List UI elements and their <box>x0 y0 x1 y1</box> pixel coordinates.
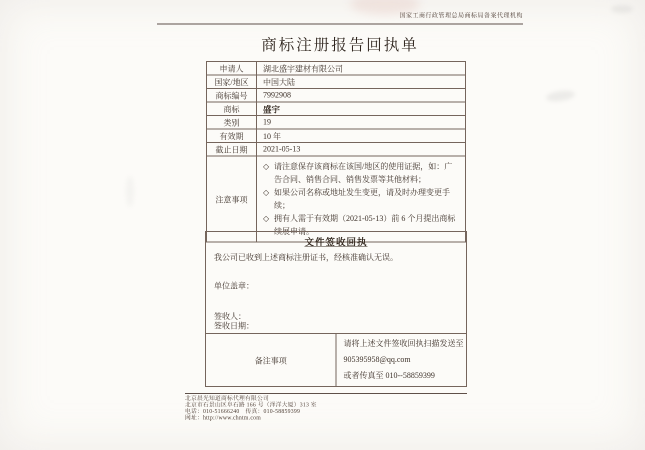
row-label: 商标编号 <box>207 89 257 103</box>
table-row <box>207 143 466 157</box>
row-value: 19 <box>257 116 466 130</box>
notes-label: 注意事项 <box>207 156 257 242</box>
row-label: 申请人 <box>207 62 257 76</box>
remarks-label: 备注事项 <box>206 334 337 387</box>
scan-smudge <box>126 176 134 207</box>
footer-address: 北京市石景山区阜石路 166 号（泽洋大厦）313 室 <box>185 402 317 408</box>
row-label: 商标 <box>207 102 257 116</box>
table-row <box>207 62 466 76</box>
agency-header: 国家工商行政管理总局商标局备案代理机构 <box>399 12 523 19</box>
document-title: 商标注册报告回执单 <box>261 36 419 54</box>
table-row <box>207 89 466 103</box>
footer-website: 网址：http://www.chntm.com <box>185 415 261 421</box>
diamond-icon: ◇ <box>263 162 270 171</box>
row-label: 国家/地区 <box>207 75 257 89</box>
remarks-line-2: 或者传真至 010--58859399 <box>343 371 435 380</box>
footer-company: 北京晨光知道商标代理有限公司 <box>185 395 269 402</box>
signer-label: 签收人： <box>214 312 247 321</box>
remarks-value <box>336 334 467 387</box>
scan-smudge <box>545 89 575 103</box>
row-value: 7992908 <box>257 89 466 103</box>
table-row <box>207 116 466 130</box>
company-seal-label: 单位盖章： <box>214 282 255 291</box>
sign-date-label: 签收日期： <box>214 322 255 331</box>
note-item <box>263 161 460 187</box>
diamond-icon: ◇ <box>263 188 270 197</box>
receipt-statement: 我公司已收到上述商标注册证书，经核准确认无误。 <box>214 253 399 262</box>
row-label: 类别 <box>207 116 257 130</box>
footer-phone-fax: 电话：010-51666240 传真：010-58859399 <box>185 408 301 415</box>
receipt-box-row <box>206 232 467 334</box>
scan-smudge <box>611 5 633 13</box>
row-value: 中国大陆 <box>257 75 466 89</box>
note-text: 请注意保存该商标在该国/地区的使用证据，如：广告合同、销售合同、销售发票等其他材料； <box>274 162 453 184</box>
diamond-icon: ◇ <box>263 214 270 223</box>
agency-footer <box>185 393 467 422</box>
trademark-name: 盛宇 <box>257 102 466 116</box>
note-text: 拥有人需于有效期（2021-05-13）前 6 个月提出商标续展申请。 <box>274 214 456 236</box>
row-label: 有效期 <box>207 129 257 143</box>
row-value: 湖北盛宇建材有限公司 <box>257 62 466 76</box>
notes-row <box>207 156 466 242</box>
row-value: 2021-05-13 <box>257 143 466 157</box>
receipt-table <box>205 231 467 387</box>
note-item <box>263 187 460 213</box>
table-row <box>207 129 466 143</box>
header-rule <box>157 24 523 25</box>
row-value: 10 年 <box>257 129 466 143</box>
footer-rule <box>185 393 467 394</box>
table-row <box>207 75 466 89</box>
remarks-line-1: 请将上述文件签收回执扫描发送至 905395958@qq.com <box>343 339 464 364</box>
receipt-box <box>206 232 467 334</box>
notes-list <box>257 156 466 242</box>
note-text: 如果公司名称或地址发生变更，请及时办理变更手续； <box>274 188 451 210</box>
row-label: 截止日期 <box>207 143 257 157</box>
table-row <box>207 102 466 116</box>
remarks-row <box>206 334 467 387</box>
info-table <box>206 61 466 243</box>
receipt-title: 文件签收回执 <box>304 237 368 248</box>
